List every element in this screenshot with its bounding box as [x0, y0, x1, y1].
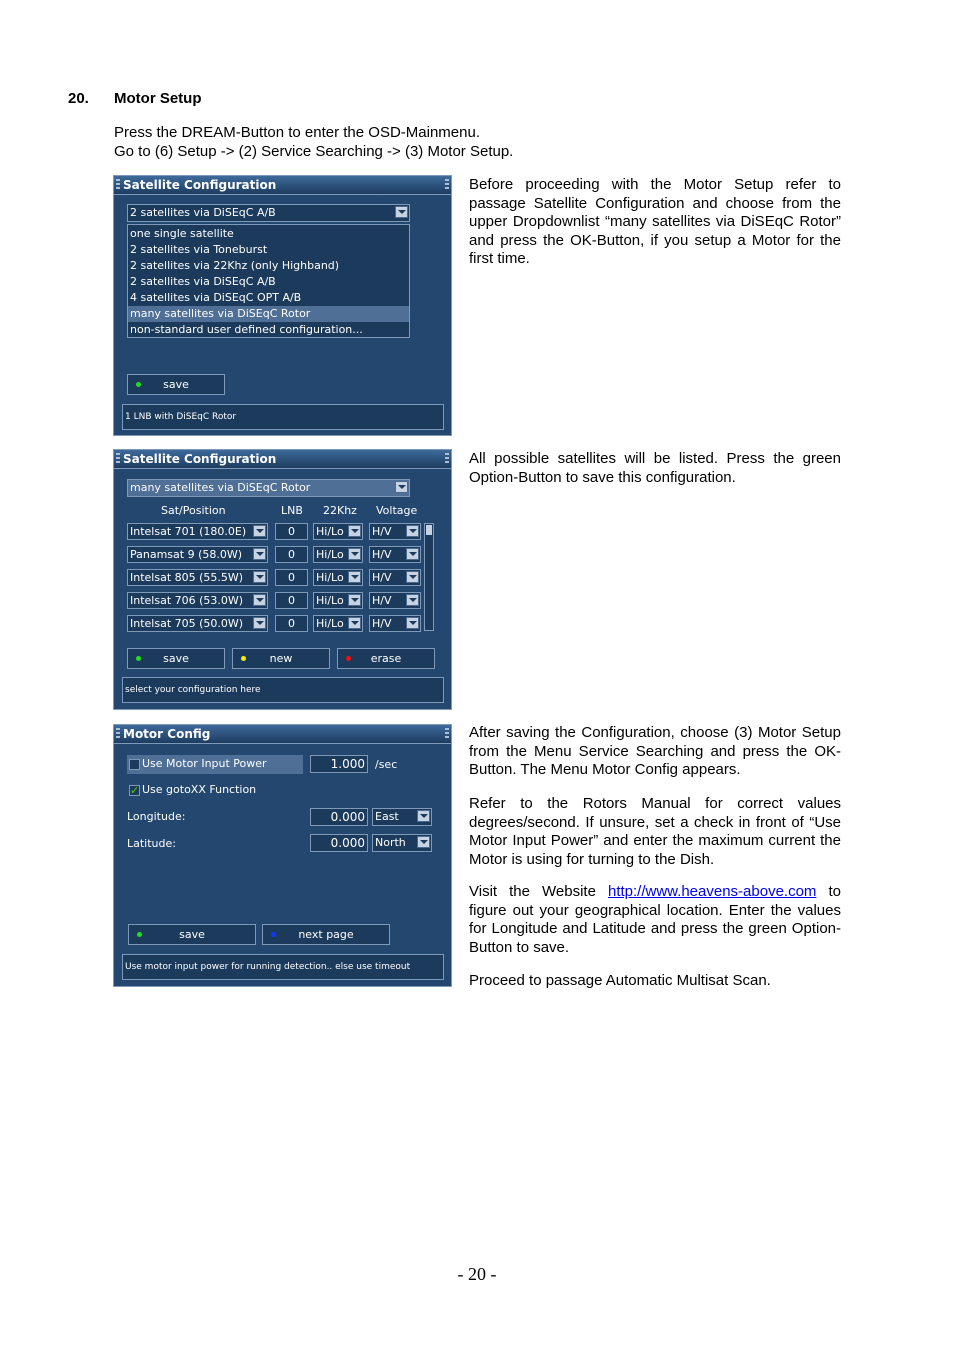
- grip-icon: [116, 728, 120, 740]
- list-item-selected[interactable]: many satellites via DiSEqC Rotor: [128, 306, 409, 322]
- chevron-down-icon[interactable]: [406, 525, 419, 537]
- input-power-field[interactable]: 1.000: [310, 755, 368, 773]
- sat-dropdown[interactable]: [127, 546, 268, 563]
- scrollbar-thumb[interactable]: [426, 525, 432, 535]
- lnb-field[interactable]: 0: [275, 546, 308, 563]
- chevron-down-icon[interactable]: [395, 206, 408, 218]
- chevron-down-icon[interactable]: [253, 594, 266, 606]
- chevron-down-icon[interactable]: [253, 571, 266, 583]
- input-power-checkbox[interactable]: [129, 759, 140, 770]
- list-item[interactable]: 2 satellites via DiSEqC A/B: [130, 275, 276, 288]
- red-dot-icon: [346, 656, 351, 661]
- latitude-field[interactable]: 0.000: [310, 834, 368, 852]
- longitude-field[interactable]: 0.000: [310, 808, 368, 826]
- voltage-dropdown[interactable]: [369, 523, 421, 540]
- chevron-down-icon[interactable]: [406, 548, 419, 560]
- list-item[interactable]: one single satellite: [130, 227, 234, 240]
- list-item[interactable]: 2 satellites via Toneburst: [130, 243, 268, 256]
- sat-dropdown[interactable]: [127, 569, 268, 586]
- sat-name: Intelsat 805 (55.5W): [130, 571, 244, 584]
- latitude-direction-value: North: [375, 836, 406, 849]
- chevron-down-icon[interactable]: [406, 617, 419, 629]
- blue-dot-icon: [271, 932, 276, 937]
- page-number: - 20 -: [457, 1264, 497, 1284]
- sat-dropdown[interactable]: [127, 615, 268, 632]
- list-item[interactable]: 2 satellites via 22Khz (only Highband): [130, 259, 340, 272]
- voltage-value: H/V: [372, 525, 392, 538]
- paragraph-1: Before proceeding with the Motor Setup refer to passage Satellite Configuration and choose from the upper Dropdownlist “many satellites via DiSEqC Rotor” and press the OK-Button, if you setup a Motor for the first time.: [469, 176, 841, 267]
- screenshot-satellite-config-dropdown: [113, 175, 452, 436]
- chevron-down-icon[interactable]: [253, 617, 266, 629]
- voltage-value: H/V: [372, 617, 392, 630]
- save-button[interactable]: [128, 924, 256, 945]
- sat-name: Intelsat 701 (180.0E): [130, 525, 247, 538]
- erase-button-label: erase: [370, 652, 402, 665]
- latitude-direction-dropdown[interactable]: [372, 834, 432, 852]
- green-dot-icon: [136, 656, 141, 661]
- osd-title: Motor Config: [123, 727, 211, 741]
- screenshot-satellite-config-list: [113, 449, 452, 710]
- paragraph-5-start: Visit the Website: [469, 883, 608, 900]
- osd-title-bar: [114, 176, 451, 195]
- input-power-unit: /sec: [375, 758, 398, 771]
- intro-line-1: Press the DREAM-Button to enter the OSD-Mainmenu.: [114, 124, 480, 141]
- paragraph-2: All possible satellites will be listed. Press the green Option-Button to save this configuration.: [469, 450, 841, 486]
- longitude-direction-dropdown[interactable]: [372, 808, 432, 826]
- 22khz-value: Hi/Lo: [316, 548, 344, 561]
- config-dropdown-value: many satellites via DiSEqC Rotor: [130, 481, 311, 494]
- grip-icon: [445, 728, 449, 740]
- 22khz-dropdown[interactable]: [313, 523, 363, 540]
- voltage-dropdown[interactable]: [369, 615, 421, 632]
- save-button[interactable]: [127, 374, 225, 395]
- sat-name: Intelsat 706 (53.0W): [130, 594, 244, 607]
- config-dropdown[interactable]: [127, 204, 410, 222]
- grip-icon: [116, 179, 120, 191]
- intro: [114, 123, 513, 161]
- green-dot-icon: [136, 382, 141, 387]
- chevron-down-icon[interactable]: [395, 481, 408, 493]
- status-bar: 1 LNB with DiSEqC Rotor: [122, 404, 444, 430]
- chevron-down-icon[interactable]: [348, 594, 361, 606]
- osd-title-bar: [114, 725, 451, 744]
- 22khz-dropdown[interactable]: [313, 615, 363, 632]
- 22khz-dropdown[interactable]: [313, 592, 363, 609]
- save-button[interactable]: [127, 648, 225, 669]
- status-bar: Use motor input power for running detection.. else use timeout: [122, 954, 444, 980]
- voltage-value: H/V: [372, 548, 392, 561]
- new-button[interactable]: [232, 648, 330, 669]
- 22khz-value: Hi/Lo: [316, 571, 344, 584]
- sat-dropdown[interactable]: [127, 523, 268, 540]
- grip-icon: [445, 179, 449, 191]
- heavens-above-link[interactable]: http://www.heavens-above.com: [607, 883, 817, 900]
- longitude-label: Longitude:: [127, 810, 186, 823]
- section-title: Motor Setup: [114, 90, 202, 107]
- osd-title-bar: [114, 450, 451, 469]
- next-page-button-label: next page: [298, 928, 354, 941]
- column-header-voltage: Voltage: [376, 504, 418, 517]
- list-item[interactable]: 4 satellites via DiSEqC OPT A/B: [130, 291, 302, 304]
- grip-icon: [445, 453, 449, 465]
- paragraph-4: Refer to the Rotors Manual for correct values degrees/second. If unsure, set a check in front of “Use Motor Input Power” and enter the maximum current the Motor is using for turning to the Dish.: [469, 795, 841, 868]
- sat-dropdown[interactable]: [127, 592, 268, 609]
- voltage-dropdown[interactable]: [369, 592, 421, 609]
- gotoxx-label: Use gotoXX Function: [142, 783, 257, 796]
- checkmark-icon: ✓: [130, 784, 140, 797]
- paragraph-6: Proceed to passage Automatic Multisat Scan.: [469, 972, 771, 989]
- osd-title: Satellite Configuration: [123, 452, 277, 466]
- save-button-label: save: [163, 652, 189, 665]
- 22khz-dropdown[interactable]: [313, 546, 363, 563]
- lnb-field[interactable]: 0: [275, 615, 308, 632]
- paragraph-5-end: to figure out your geographical location. Enter the values for Longitude and Latitude and press the green Option-Button to save.: [469, 883, 841, 956]
- column-header-sat: Sat/Position: [161, 504, 226, 517]
- chevron-down-icon[interactable]: [253, 548, 266, 560]
- save-button-label: save: [163, 378, 189, 391]
- paragraph-5: [469, 883, 841, 957]
- scrollbar[interactable]: [424, 523, 434, 631]
- chevron-down-icon[interactable]: [253, 525, 266, 537]
- sat-name: Panamsat 9 (58.0W): [130, 548, 243, 561]
- screenshot-motor-config: [113, 724, 452, 987]
- 22khz-dropdown[interactable]: [313, 569, 363, 586]
- chevron-down-icon[interactable]: [406, 571, 419, 583]
- lnb-field[interactable]: 0: [275, 569, 308, 586]
- column-header-22khz: 22Khz: [323, 504, 357, 517]
- voltage-dropdown[interactable]: [369, 546, 421, 563]
- status-bar: select your configuration here: [122, 677, 444, 703]
- latitude-label: Latitude:: [127, 837, 176, 850]
- yellow-dot-icon: [241, 656, 246, 661]
- chevron-down-icon[interactable]: [348, 617, 361, 629]
- chevron-down-icon[interactable]: [348, 525, 361, 537]
- green-dot-icon: [137, 932, 142, 937]
- sat-name: Intelsat 705 (50.0W): [130, 617, 244, 630]
- 22khz-value: Hi/Lo: [316, 525, 344, 538]
- list-item[interactable]: non-standard user defined configuration...: [130, 323, 363, 336]
- voltage-dropdown[interactable]: [369, 569, 421, 586]
- save-button-label: save: [179, 928, 205, 941]
- paragraph-3: After saving the Configuration, choose (3) Motor Setup from the Menu Service Searching and press the OK-Button. The Menu Motor Config appears.: [469, 724, 841, 778]
- gotoxx-checkbox[interactable]: [129, 785, 140, 796]
- 22khz-value: Hi/Lo: [316, 594, 344, 607]
- new-button-label: new: [269, 652, 293, 665]
- chevron-down-icon[interactable]: [348, 548, 361, 560]
- chevron-down-icon[interactable]: [406, 594, 419, 606]
- grip-icon: [116, 453, 120, 465]
- 22khz-value: Hi/Lo: [316, 617, 344, 630]
- lnb-field[interactable]: 0: [275, 592, 308, 609]
- voltage-value: H/V: [372, 571, 392, 584]
- config-dropdown[interactable]: [127, 479, 410, 497]
- intro-line-2: Go to (6) Setup -> (2) Service Searching -> (3) Motor Setup.: [114, 143, 514, 160]
- lnb-field[interactable]: 0: [275, 523, 308, 540]
- erase-button[interactable]: [337, 648, 435, 669]
- section-heading: [68, 90, 202, 107]
- input-power-label: Use Motor Input Power: [142, 757, 267, 770]
- column-header-lnb: LNB: [281, 504, 303, 517]
- next-page-button[interactable]: [262, 924, 390, 945]
- config-options-list[interactable]: [127, 224, 410, 338]
- chevron-down-icon[interactable]: [348, 571, 361, 583]
- osd-title: Satellite Configuration: [123, 178, 277, 192]
- config-dropdown-value: 2 satellites via DiSEqC A/B: [130, 206, 276, 219]
- section-number: 20.: [68, 90, 89, 107]
- voltage-value: H/V: [372, 594, 392, 607]
- chevron-down-icon[interactable]: [417, 836, 430, 848]
- chevron-down-icon[interactable]: [417, 810, 430, 822]
- longitude-direction-value: East: [375, 810, 399, 823]
